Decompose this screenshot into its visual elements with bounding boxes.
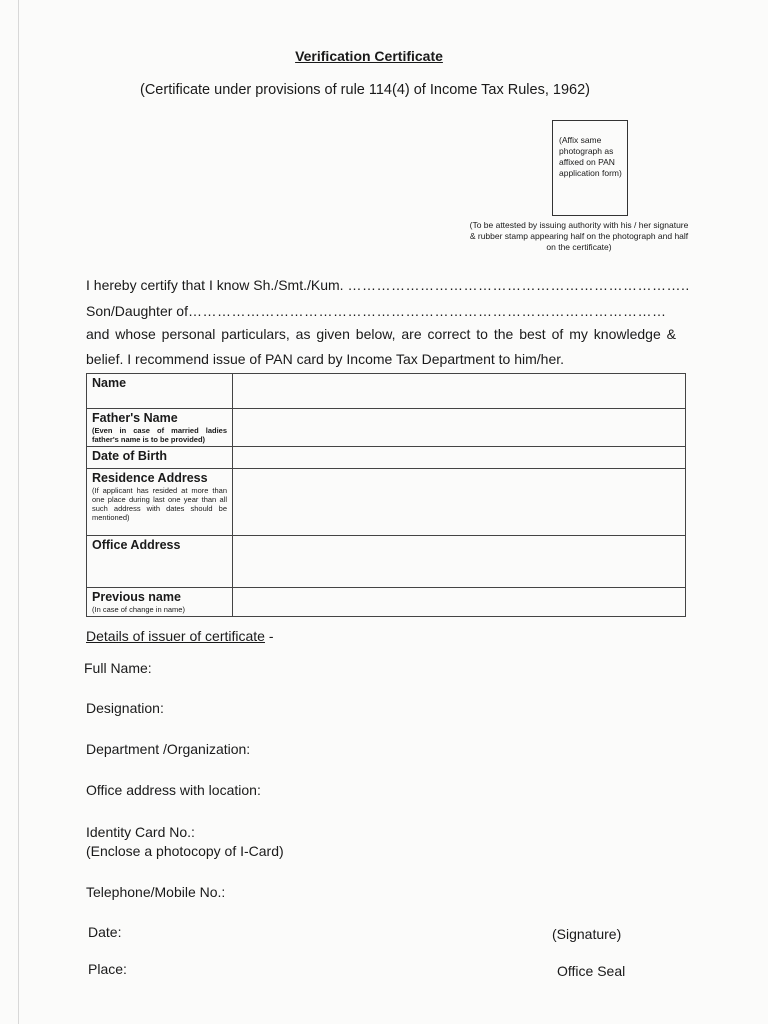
name-fill-dots: ……………………………………………………………..: [347, 277, 690, 293]
table-row: [87, 469, 686, 536]
table-row: [87, 374, 686, 409]
signature-label: (Signature): [552, 926, 622, 942]
telephone-field: Telephone/Mobile No.:: [86, 884, 226, 900]
name-label: Name: [92, 376, 127, 390]
issuer-heading-text: Details of issuer of certificate: [86, 628, 265, 644]
fathers-name-note: (Even in case of married ladies father's name is to be provided): [92, 426, 227, 444]
designation-field: Designation:: [86, 700, 164, 716]
certificate-subtitle: (Certificate under provisions of rule 114(4) of Income Tax Rules, 1962): [140, 82, 590, 98]
particulars-table: [86, 373, 686, 617]
issuer-section-heading: [86, 628, 274, 644]
previous-name-label: Previous name: [92, 590, 181, 604]
fathers-name-label: Father's Name: [92, 411, 178, 425]
name-label-cell: [87, 374, 233, 409]
previous-name-value-cell[interactable]: [233, 588, 686, 617]
photo-box-instruction: (Affix same photograph as affixed on PAN application form): [559, 135, 622, 178]
table-row: [87, 409, 686, 447]
certify-line-recommend: belief. I recommend issue of PAN card by Income Tax Department to him/her.: [86, 351, 565, 367]
fathers-name-label-cell: [87, 409, 233, 447]
office-seal-label: Office Seal: [557, 963, 626, 979]
page-edge-line: [18, 0, 19, 1024]
full-name-field: Full Name:: [84, 660, 152, 676]
dob-label: Date of Birth: [92, 449, 167, 463]
residence-address-label: Residence Address: [92, 471, 208, 485]
table-row: [87, 588, 686, 617]
photo-placeholder-box: [552, 120, 628, 216]
office-address-label-cell: [87, 536, 233, 588]
certify-line-parent: [86, 302, 676, 320]
certify-line-name-text: I hereby certify that I know Sh./Smt./Kum.: [86, 277, 344, 293]
previous-name-label-cell: [87, 588, 233, 617]
attestation-note: (To be attested by issuing authority with his / her signature & rubber stamp appearing half on the photograph and half on the certificate): [469, 220, 689, 252]
residence-address-note: (If applicant has resided at more than one place during last one year than all such address with dates should be mentioned): [92, 486, 227, 522]
dob-value-cell[interactable]: [233, 447, 686, 469]
certificate-title: Verification Certificate: [295, 48, 443, 64]
date-field: Date:: [88, 924, 122, 940]
residence-address-value-cell[interactable]: [233, 469, 686, 536]
residence-address-label-cell: [87, 469, 233, 536]
office-address-value-cell[interactable]: [233, 536, 686, 588]
identity-card-field: Identity Card No.:: [86, 824, 195, 840]
issuer-heading-suffix: -: [264, 628, 274, 644]
office-address-label: Office Address: [92, 538, 181, 552]
fathers-name-value-cell[interactable]: [233, 409, 686, 447]
dob-label-cell: [87, 447, 233, 469]
certify-line-particulars: and whose personal particulars, as given below, are correct to the best of my knowledge &: [86, 326, 676, 342]
table-row: [87, 447, 686, 469]
department-field: Department /Organization:: [86, 741, 251, 757]
name-value-cell[interactable]: [233, 374, 686, 409]
certify-line-name: [86, 276, 690, 294]
identity-card-note: (Enclose a photocopy of I-Card): [86, 843, 284, 859]
place-field: Place:: [88, 961, 127, 977]
certify-line-parent-text: Son/Daughter of: [86, 303, 188, 319]
table-row: [87, 536, 686, 588]
previous-name-note: (In case of change in name): [92, 605, 185, 614]
office-location-field: Office address with location:: [86, 782, 261, 798]
parent-fill-dots: ………………………………………………………………………………………: [187, 303, 667, 319]
